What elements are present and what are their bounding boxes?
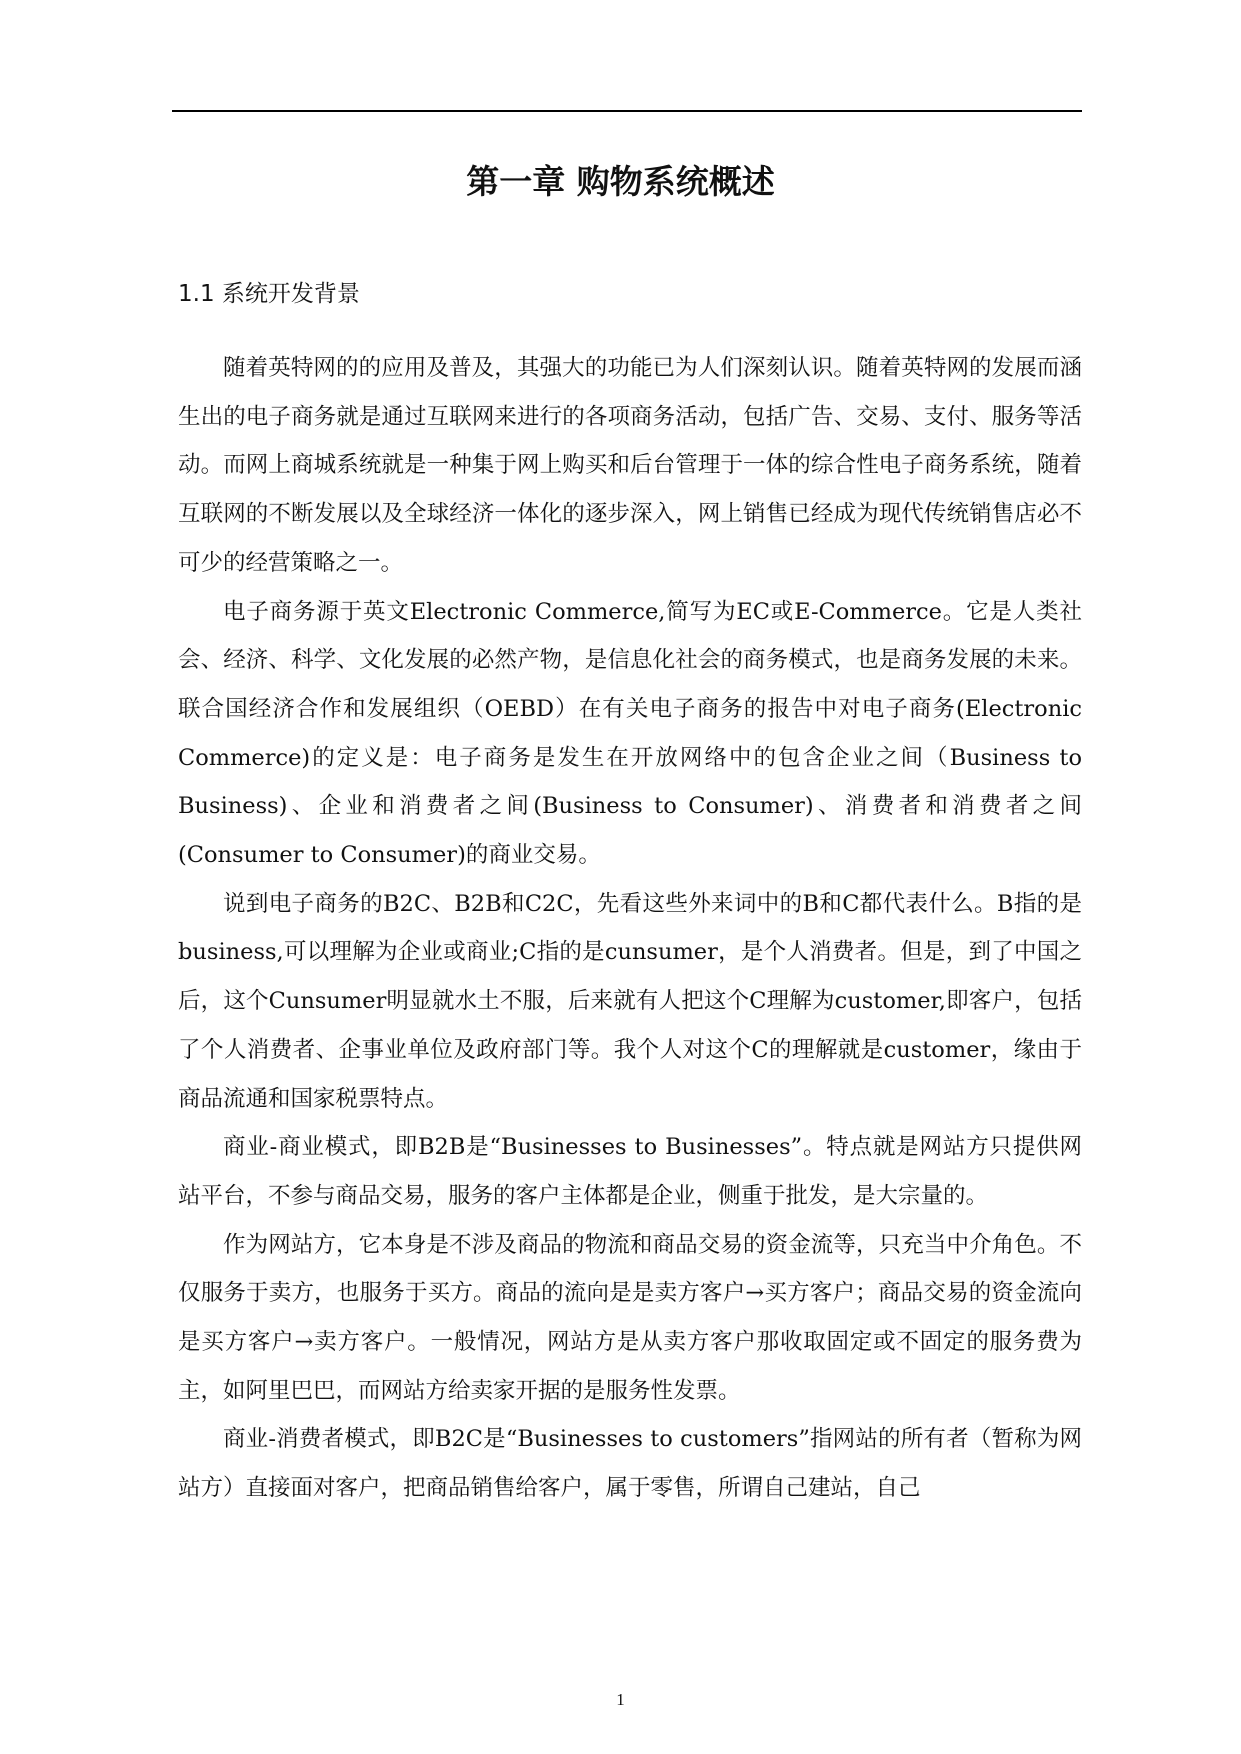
chapter-title: 第一章 购物系统概述	[466, 162, 775, 201]
body-text	[178, 344, 1082, 1513]
paragraph: 作为网站方，它本身是不涉及商品的物流和商品交易的资金流等，只充当中介角色。不仅服务于卖方，也服务于买方。商品的流向是是卖方客户→买方客户；商品交易的资金流向是买方客户→卖方客户。一般情况，网站方是从卖方客户那收取固定或不固定的服务费为主，如阿里巴巴，而网站方给卖家开据的是服务性发票。	[178, 1231, 1082, 1404]
header-rule	[172, 110, 1082, 112]
page-number: 1	[616, 1690, 625, 1709]
paragraph: 商业-商业模式，即B2B是“Businesses to Businesses”。特点就是网站方只提供网站平台，不参与商品交易，服务的客户主体都是企业，侧重于批发，是大宗量的。	[178, 1134, 1082, 1209]
section-title: 系统开发背景	[221, 281, 360, 307]
paragraph: 商业-消费者模式，即B2C是“Businesses to customers”指网站的所有者（暂称为网站方）直接面对客户，把商品销售给客户，属于零售，所谓自己建站，自己	[178, 1426, 1082, 1502]
paragraph: 随着英特网的的应用及普及，其强大的功能已为人们深刻认识。随着英特网的发展而涵生出的电子商务就是通过互联网来进行的各项商务活动，包括广告、交易、支付、服务等活动。而网上商城系统就是一种集于网上购买和后台管理于一体的综合性电子商务系统，随着互联网的不断发展以及全球经济一体化的逐步深入，网上销售已经成为现代传统销售店必不可少的经营策略之一。	[178, 355, 1082, 576]
section-heading	[178, 278, 360, 310]
section-number: 1.1	[178, 281, 215, 307]
paragraph: 说到电子商务的B2C、B2B和C2C，先看这些外来词中的B和C都代表什么。B指的是business,可以理解为企业或商业;C指的是cunsumer，是个人消费者。但是，到了中国之后，这个Cunsumer明显就水土不服，后来就有人把这个C理解为customer,即客户，包括了个人消费者、企事业单位及政府部门等。我个人对这个C的理解就是customer，缘由于商品流通和国家税票特点。	[178, 890, 1082, 1112]
paragraph: 电子商务源于英文Electronic Commerce,简写为EC或E-Commerce。它是人类社会、经济、科学、文化发展的必然产物，是信息化社会的商务模式，也是商务发展的未来。联合国经济合作和发展组织（OEBD）在有关电子商务的报告中对电子商务(Electronic Commerce)的定义是：电子商务是发生在开放网络中的包含企业之间（Business to Business)、企业和消费者之间(Business to Consumer)、消费者和消费者之间(Consumer to Consumer)的商业交易。	[178, 598, 1082, 869]
